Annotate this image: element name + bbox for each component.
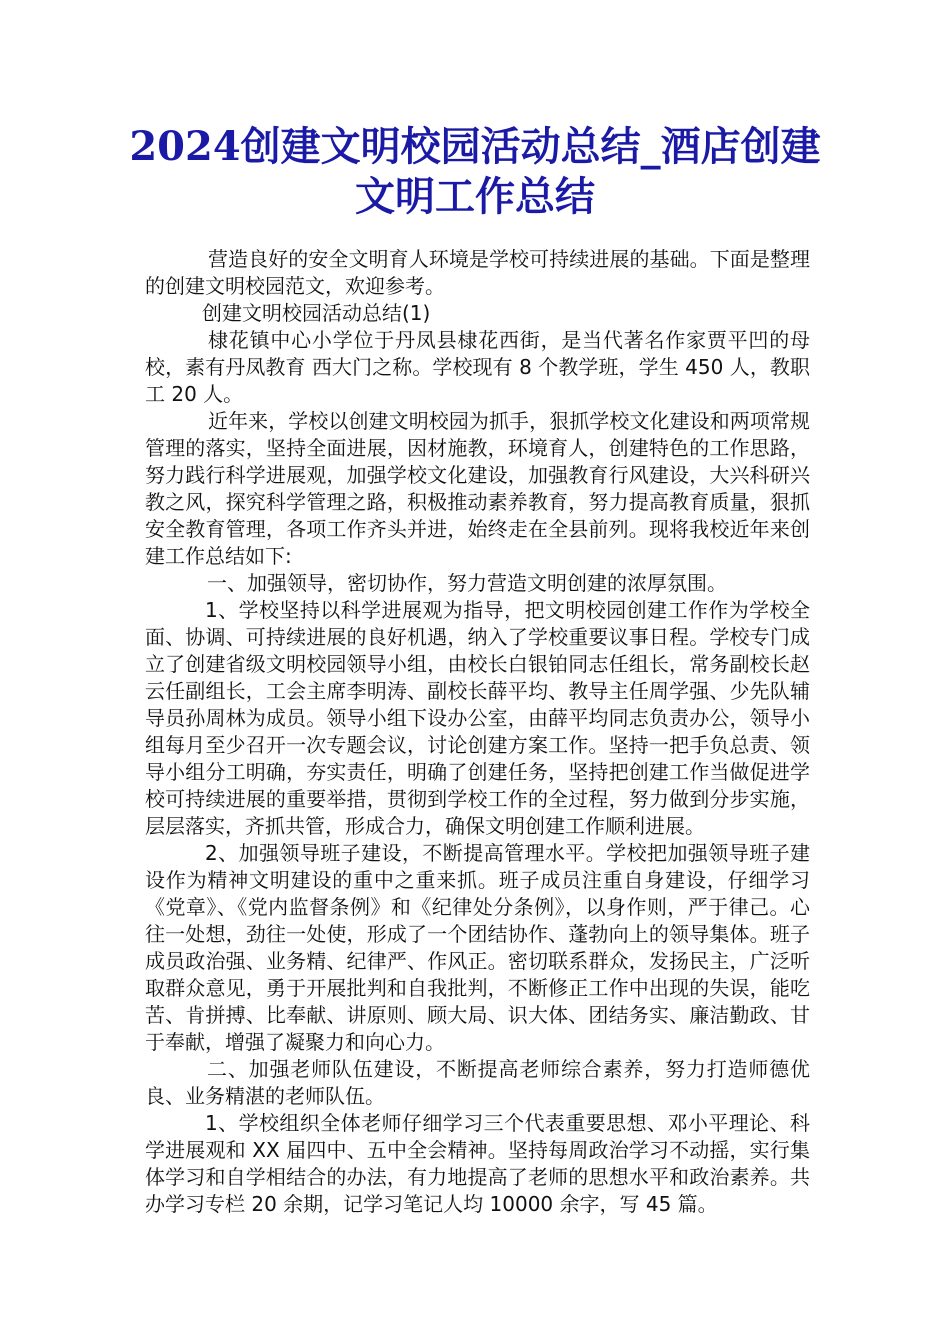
section-heading-summary-1: 创建文明校园活动总结(1) xyxy=(202,301,431,325)
paragraph-leadership-1: 1、学校坚持以科学进展观为指导，把文明校园创建工作作为学校全面、协调、可持续进展的良好机遇，纳入了学校重要议事日程。学校专门成立了创建省级文明校园领导小组，由校长白银铂同志任组长，常务副校长赵云任副组长，工会主席李明涛、副校长薛平均、教导主任周学强、少先队辅导员孙周林为成员。领导小组下设办公室，由薛平均同志负责办公，领导小组每月至少召开一次专题会议，讨论创建方案工作。坚持一把手负总责、领导小组分工明确，夯实责任，明确了创建任务，坚持把创建工作当做促进学校可持续进展的重要举措，贯彻到学校工作的全过程，努力做到分步实施，层层落实，齐抓共管，形成合力，确保文明创建工作顺利进展。 xyxy=(145,598,810,838)
document-title: 2024创建文明校园活动总结_酒店创建文明工作总结 xyxy=(129,123,821,220)
document-body xyxy=(145,246,810,1218)
paragraph-intro: 营造良好的安全文明育人环境是学校可持续进展的基础。下面是整理的创建文明校园范文，欢迎参考。 xyxy=(145,247,810,298)
paragraph-leadership-2: 2、加强领导班子建设，不断提高管理水平。学校把加强领导班子建设作为精神文明建设的重中之重来抓。班子成员注重自身建设，仔细学习《党章》、《党内监督条例》和《纪律处分条例》，以身作则，严于律己。心往一处想，劲往一处使，形成了一个团结协作、蓬勃向上的领导集体。班子成员政治强、业务精、纪律严、作风正。密切联系群众，发扬民主，广泛听取群众意见，勇于开展批判和自我批判，不断修正工作中出现的失误，能吃苦、肯拼搏、比奉献、讲原则、顾大局、识大体、团结务实、廉洁勤政、甘于奉献，增强了凝聚力和向心力。 xyxy=(145,841,810,1054)
section-heading-teachers: 二、加强老师队伍建设，不断提高老师综合素养，努力打造师德优良、业务精湛的老师队伍。 xyxy=(145,1057,810,1108)
paragraph-school-profile: 棣花镇中心小学位于丹凤县棣花西街，是当代著名作家贾平凹的母校，素有丹凤教育 西大门之称。学校现有 8 个教学班，学生 450 人，教职工 20 人。 xyxy=(145,328,810,406)
section-heading-leadership: 一、加强领导，密切协作，努力营造文明创建的浓厚氛围。 xyxy=(207,571,727,595)
paragraph-recent-years: 近年来，学校以创建文明校园为抓手，狠抓学校文化建设和两项常规管理的落实，坚持全面进展，因材施教，环境育人，创建特色的工作思路，努力践行科学进展观，加强学校文化建设，加强教育行风建设，大兴科研兴教之风，探究科学管理之路，积极推动素养教育，努力提高教育质量，狠抓安全教育管理，各项工作齐头并进，始终走在全县前列。现将我校近年来创建工作总结如下: xyxy=(145,409,810,568)
paragraph-teachers-1: 1、学校组织全体老师仔细学习三个代表重要思想、邓小平理论、科学进展观和 XX 届四中、五中全会精神。坚持每周政治学习不动摇，实行集体学习和自学相结合的办法，有力地提高了老师的思想水平和政治素养。共办学习专栏 20 余期，记学习笔记人均 10000 余字，写 45 篇。 xyxy=(145,1111,810,1216)
